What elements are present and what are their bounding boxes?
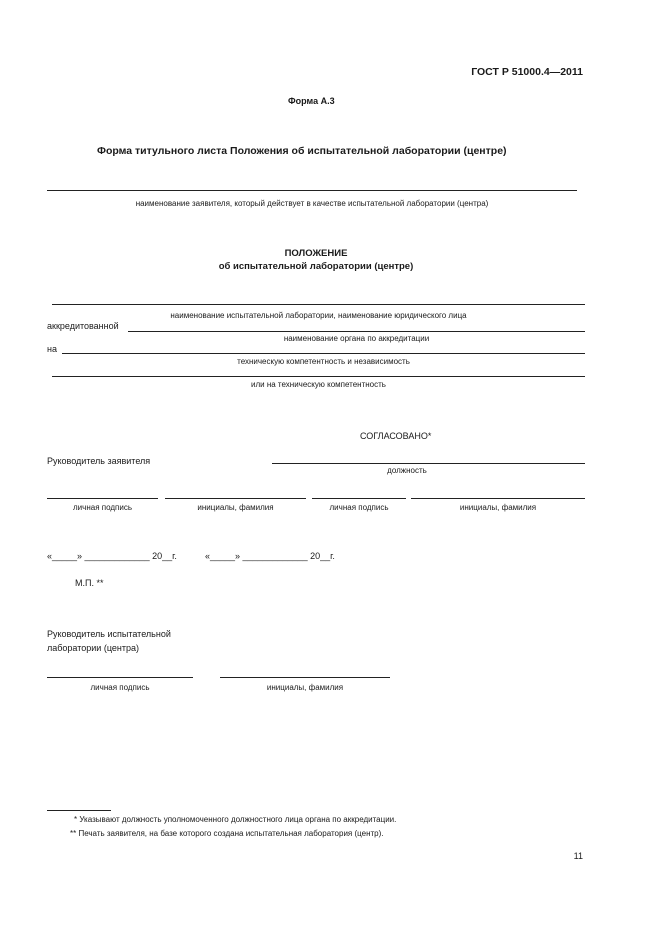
stamp-label: М.П. **: [75, 578, 104, 588]
accredited-label: аккредитованной: [47, 321, 119, 331]
form-label: Форма А.3: [288, 96, 335, 106]
initials-line-2: [411, 498, 585, 499]
regulation-subtitle: об испытательной лаборатории (центре): [218, 261, 414, 272]
page-number: 11: [573, 851, 583, 861]
form-title: Форма титульного листа Положения об испытательной лаборатории (центре): [97, 145, 507, 157]
competence-alt-caption: или на техническую компетентность: [251, 380, 386, 389]
signature-caption-1: личная подпись: [73, 503, 132, 512]
footnote-2: ** Печать заявителя, на базе которого создана испытательная лаборатория (центр).: [70, 829, 384, 838]
lab-name-caption: наименование испытательной лаборатории, наименование юридического лица: [170, 311, 467, 320]
position-line: [272, 463, 585, 464]
lab-head-initials-line: [220, 677, 390, 678]
date-field-1: «_____» _____________ 20__г.: [47, 551, 177, 561]
competence-alt-line: [52, 376, 585, 377]
lab-head-label-line1: Руководитель испытательной: [47, 629, 171, 639]
applicant-head-label: Руководитель заявителя: [47, 456, 151, 466]
lab-name-line: [52, 304, 585, 305]
lab-head-label-line2: лаборатории (центра): [47, 643, 139, 653]
accreditation-body-caption: наименование органа по аккредитации: [283, 334, 430, 343]
applicant-name-caption: наименование заявителя, который действует в качестве испытательной лаборатории (центра): [135, 199, 489, 208]
initials-line-1: [165, 498, 306, 499]
initials-caption-1: инициалы, фамилия: [197, 503, 274, 512]
initials-caption-2: инициалы, фамилия: [459, 503, 537, 512]
signature-caption-2: личная подпись: [329, 503, 389, 512]
lab-head-signature-line: [47, 677, 193, 678]
lab-head-initials-caption: инициалы, фамилия: [266, 683, 344, 692]
lab-head-signature-caption: личная подпись: [90, 683, 150, 692]
footnote-separator: [47, 810, 111, 811]
signature-line-1: [47, 498, 158, 499]
signature-line-2: [312, 498, 406, 499]
position-caption: должность: [387, 466, 427, 475]
standard-number: ГОСТ Р 51000.4—2011: [471, 66, 583, 78]
footnote-1: * Указывают должность уполномоченного должностного лица органа по аккредитации.: [74, 815, 397, 824]
competence-line: [62, 353, 585, 354]
agreed-label: СОГЛАСОВАНО*: [360, 431, 432, 441]
on-label: на: [47, 344, 57, 354]
regulation-title: ПОЛОЖЕНИЕ: [284, 248, 348, 259]
accreditation-body-line: [128, 331, 585, 332]
competence-caption: техническую компетентность и независимость: [237, 357, 410, 366]
date-field-2: «_____» _____________ 20__г.: [205, 551, 335, 561]
applicant-name-line: [47, 190, 577, 191]
